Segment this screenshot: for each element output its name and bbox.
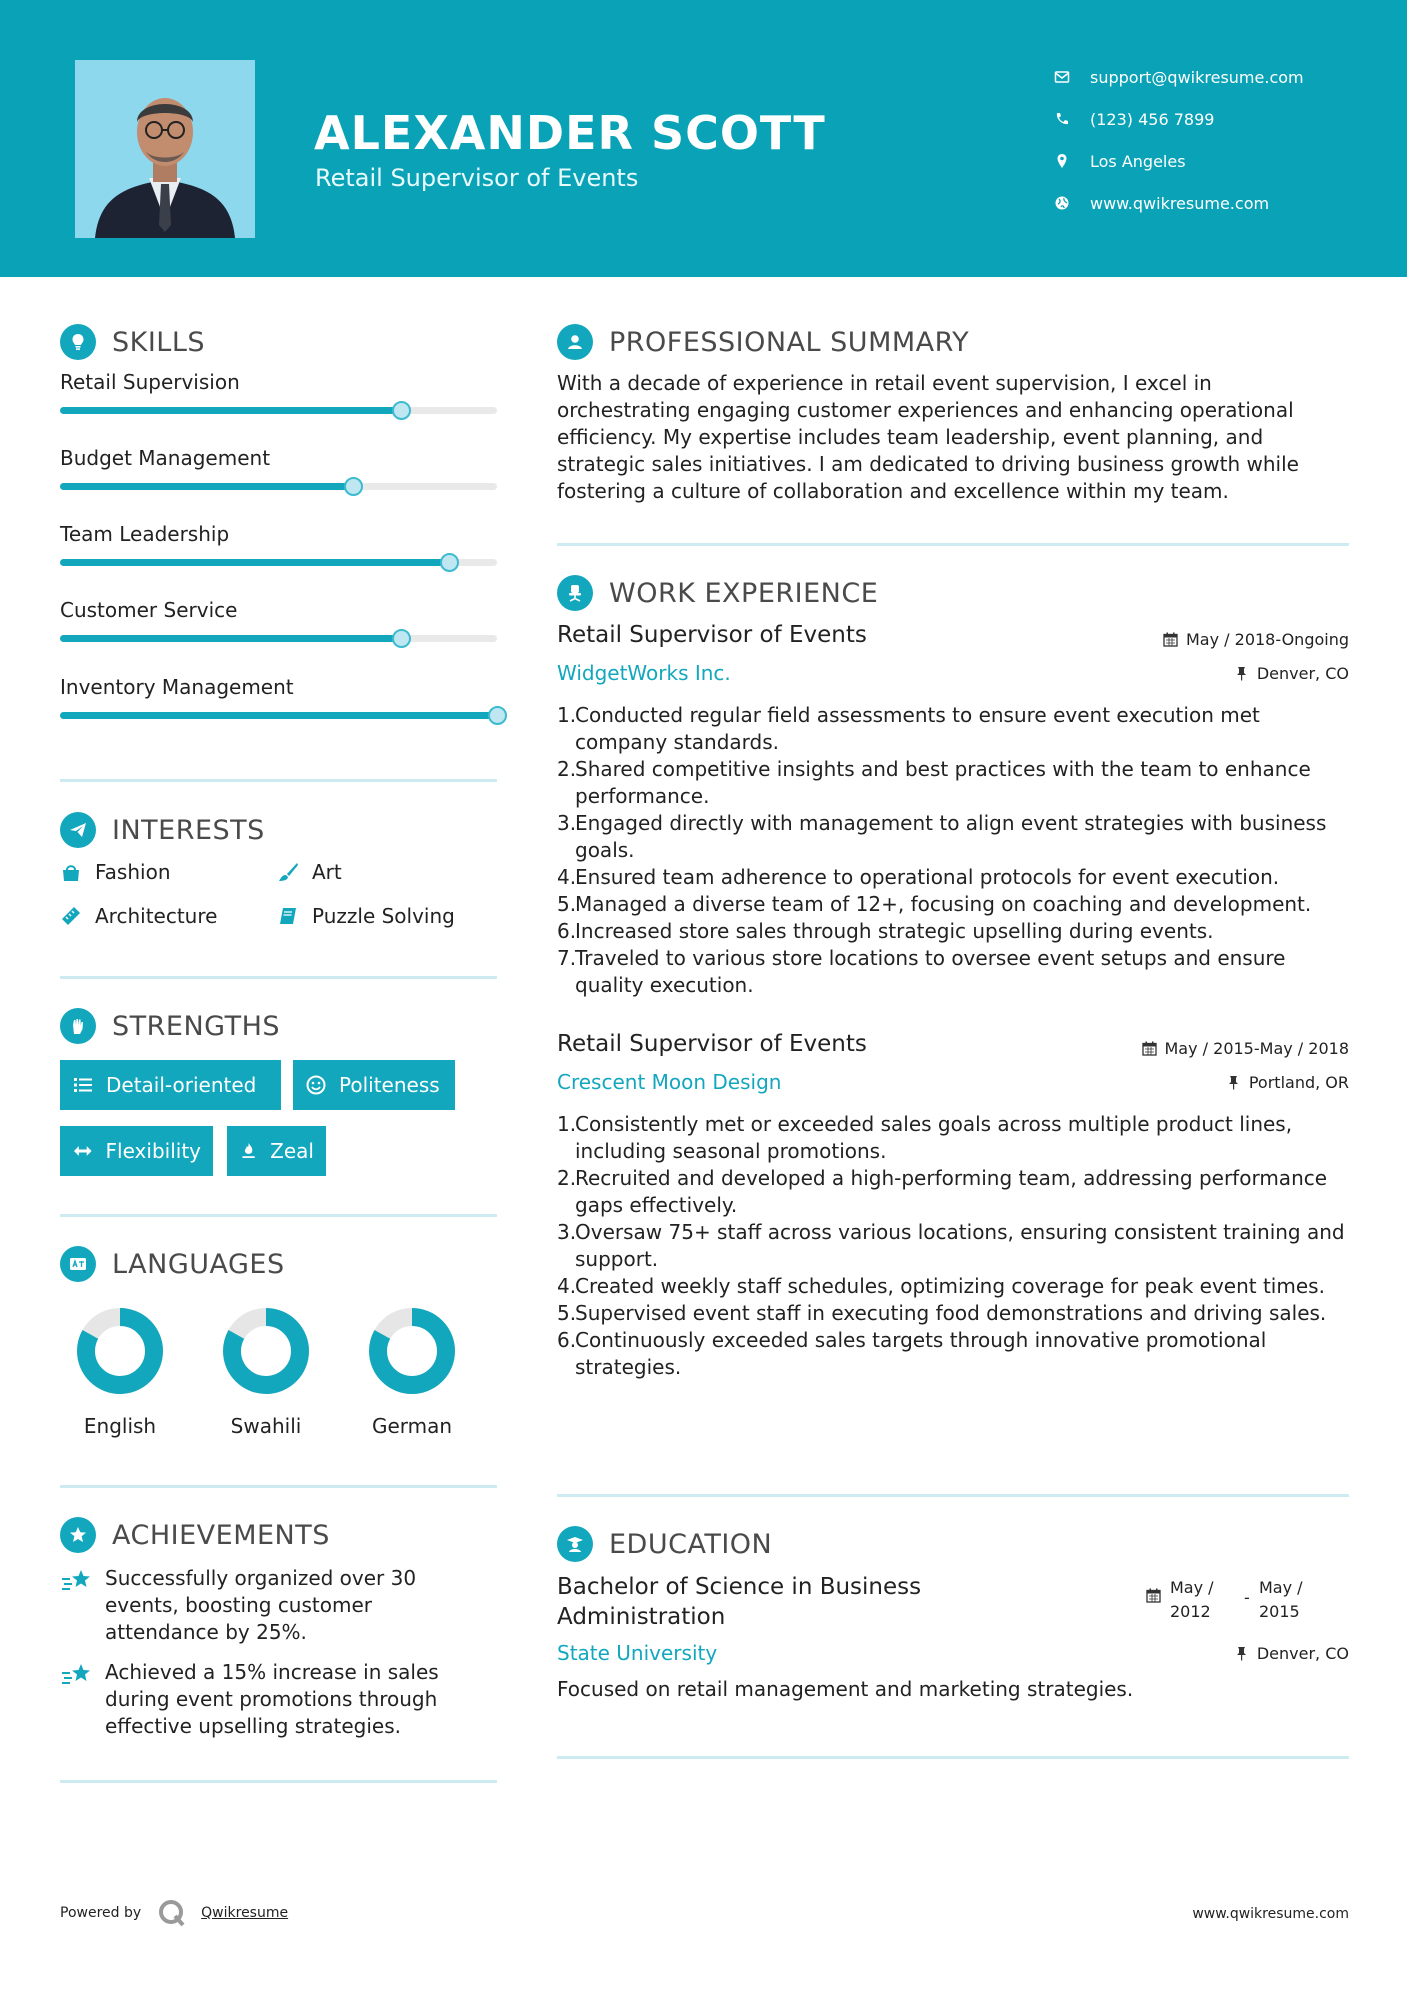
job-dates-text: May / 2015-May / 2018 [1164,1039,1349,1058]
bullet-number: 4. [557,1274,577,1298]
achievement-item [60,1565,497,1646]
divider [557,543,1349,546]
interest-label: Art [312,860,342,884]
strength-badge [227,1126,326,1176]
interest-label: Fashion [95,860,171,884]
achievement-item [60,1659,497,1740]
paintbrush-icon [277,861,312,883]
language-level-ring [367,1306,457,1396]
strengths-title: STRENGTHS [112,1010,281,1042]
job-bullet [557,702,1349,756]
strength-label: Zeal [270,1139,314,1163]
divider [60,779,497,782]
skill-label: Team Leadership [60,522,230,546]
job-bullet [557,945,1349,999]
bullet-number: 3. [557,811,577,835]
strength-badge [60,1126,213,1176]
pushpin-icon [1234,1646,1249,1661]
job-bullet [557,1111,1349,1165]
star-badge-icon [60,1517,96,1553]
skill-bar-fill [60,483,353,490]
job-dates-text: May / 2018-Ongoing [1186,630,1349,649]
calendar-icon [1163,632,1178,647]
job-dates [1142,1039,1350,1058]
skill-level-marker [392,629,411,648]
language-label: German [371,1414,453,1438]
footer-powered-by [60,1898,288,1928]
lightbulb-icon [60,324,96,360]
contact-list [1054,56,1304,224]
job-bullet [557,756,1349,810]
bullet-text: Ensured team adherence to operational protocols for event execution. [575,865,1280,889]
skill-level-marker [392,401,411,420]
strength-label: Politeness [339,1073,440,1097]
arrows-horizontal-icon [72,1140,94,1162]
strengths-heading [60,1008,280,1044]
job-bullet [557,891,1349,918]
contact-website[interactable] [1054,182,1304,224]
job-location [1226,1073,1349,1092]
bullet-text: Created weekly staff schedules, optimizing coverage for peak event times. [575,1274,1325,1298]
interest-item [277,904,455,928]
divider [60,976,497,979]
fire-icon [239,1140,258,1162]
bullet-text: Shared competitive insights and best practices with the team to enhance performance. [575,757,1311,808]
language-item [206,1306,326,1438]
education-description: Focused on retail management and marketing strategies. [557,1677,1134,1701]
experience-heading [557,575,878,611]
education-location [1234,1644,1349,1663]
job-title: Retail Supervisor of Events [557,622,867,648]
interest-label: Puzzle Solving [312,904,455,928]
skill-label: Budget Management [60,446,271,470]
pushpin-icon [1234,666,1249,681]
bullet-number: 2. [557,1166,577,1190]
job-location-text: Denver, CO [1256,664,1349,683]
user-icon [557,324,593,360]
candidate-title: Retail Supervisor of Events [315,164,639,192]
bullet-number: 6. [557,1328,577,1352]
language-item [352,1306,472,1438]
job-location-text: Portland, OR [1248,1073,1349,1092]
language-level-ring [221,1306,311,1396]
contact-email[interactable] [1054,56,1304,98]
ruler-icon [60,905,95,927]
skill-level-marker [344,477,363,496]
divider [60,1214,497,1217]
graduate-icon [557,1526,593,1562]
date-separator: - [1244,1588,1250,1607]
achievement-text: Successfully organized over 30 events, boosting customer attendance by 25%. [105,1566,417,1644]
skill-bar-fill [60,407,401,414]
bullet-number: 6. [557,919,577,943]
skill-level-marker [488,706,507,725]
contact-email-text: support@qwikresume.com [1090,67,1304,87]
job-title: Retail Supervisor of Events [557,1031,867,1057]
skill-item [60,522,497,582]
education-start: May / 2012 [1170,1578,1214,1621]
language-icon [60,1246,96,1282]
skill-label: Inventory Management [60,675,294,699]
hand-icon [60,1008,96,1044]
bullet-text: Continuously exceeded sales targets through innovative promotional strategies. [575,1328,1267,1379]
pushpin-icon [1226,1075,1241,1090]
contact-phone-text: (123) 456 7899 [1090,109,1215,129]
job-bullet [557,1165,1349,1219]
job-bullet [557,1219,1349,1273]
job-bullet [557,864,1349,891]
contact-location-text: Los Angeles [1090,151,1186,171]
education-title: EDUCATION [609,1528,773,1560]
bullet-text: Recruited and developed a high-performing team, addressing performance gaps effectively. [575,1166,1328,1217]
education-heading [557,1526,772,1562]
job-bullet [557,1300,1349,1327]
skill-item [60,675,497,735]
skill-bar [60,559,497,566]
achievements-heading [60,1517,330,1553]
skill-bar-fill [60,559,449,566]
calendar-icon [1142,1041,1157,1056]
skill-bar [60,712,497,719]
skills-title: SKILLS [112,326,206,358]
shopping-bag-icon [60,861,95,883]
degree: Bachelor of Science in Business Administration [557,1574,922,1630]
achievement-text: Achieved a 15% increase in sales during event promotions through effective upselling strategies. [105,1660,439,1738]
language-label: English [83,1414,157,1438]
candidate-name: ALEXANDER SCOTT [314,106,826,160]
job-bullets [557,1111,1349,1381]
skill-bar-fill [60,635,401,642]
experience-title: WORK EXPERIENCE [609,577,879,609]
bullet-number: 4. [557,865,577,889]
paper-plane-icon [60,812,96,848]
languages-title: LANGUAGES [112,1248,285,1280]
location-pin-icon [1054,153,1090,169]
bullet-text: Conducted regular field assessments to ensure event execution met company standards. [575,703,1260,754]
bullet-number: 7. [557,946,577,970]
bullet-number: 1. [557,703,577,727]
skills-heading [60,324,205,360]
skill-label: Retail Supervision [60,370,240,394]
job-dates [1163,630,1349,649]
job-bullets [557,702,1349,999]
job-location [1234,664,1349,683]
strength-badge [60,1060,281,1110]
bullet-number: 1. [557,1112,577,1136]
interest-item [277,860,342,884]
skill-level-marker [440,553,459,572]
office-chair-icon [557,575,593,611]
list-icon [72,1074,94,1096]
interest-label: Architecture [95,904,218,928]
contact-website-text: www.qwikresume.com [1090,193,1270,213]
education-dates [1146,1576,1349,1620]
bullet-text: Supervised event staff in executing food demonstrations and driving sales. [575,1301,1327,1325]
header [0,0,1407,277]
skill-item [60,598,497,658]
divider [60,1485,497,1488]
interest-item [60,860,171,884]
qwikresume-link[interactable]: Qwikresume [201,1905,289,1921]
skill-bar [60,635,497,642]
bullet-number: 5. [557,892,577,916]
profile-photo [75,60,255,238]
bullet-text: Managed a diverse team of 12+, focusing on coaching and development. [575,892,1312,916]
job-company: WidgetWorks Inc. [557,661,731,685]
divider [557,1494,1349,1497]
education-end: May / 2015 [1259,1578,1303,1621]
job-bullet [557,810,1349,864]
bullet-text: Increased store sales through strategic upselling during events. [575,919,1214,943]
job-bullet [557,1273,1349,1300]
bullet-text: Consistently met or exceeded sales goals across multiple product lines, including seasonal promotions. [575,1112,1293,1163]
strength-label: Detail-oriented [106,1073,257,1097]
language-label: Swahili [230,1414,302,1438]
contact-phone[interactable] [1054,98,1304,140]
languages-heading [60,1246,285,1282]
school: State University [557,1641,718,1665]
language-level-ring [75,1306,165,1396]
skill-bar [60,407,497,414]
contact-location [1054,140,1304,182]
summary-heading [557,324,969,360]
interests-heading [60,812,265,848]
job-bullet [557,1327,1349,1381]
skill-bar-fill [60,712,497,719]
book-icon [277,905,312,927]
interest-item [60,904,217,928]
achievements-title: ACHIEVEMENTS [112,1519,330,1551]
skill-item [60,446,497,506]
bullet-text: Traveled to various store locations to oversee event setups and ensure quality execution. [575,946,1286,997]
strength-badge [293,1060,455,1110]
job-company: Crescent Moon Design [557,1070,782,1094]
job-bullet [557,918,1349,945]
bullet-text: Engaged directly with management to align event strategies with business goals. [575,811,1327,862]
globe-icon [1054,195,1090,211]
bullet-number: 5. [557,1301,577,1325]
skill-bar [60,483,497,490]
footer-website[interactable]: www.qwikresume.com [1192,1906,1349,1922]
shooting-star-icon [60,1565,105,1646]
phone-icon [1054,111,1090,127]
strength-label: Flexibility [105,1139,201,1163]
shooting-star-icon [60,1659,105,1740]
education-location-text: Denver, CO [1256,1644,1349,1663]
bullet-number: 2. [557,757,577,781]
calendar-icon [1146,1588,1161,1603]
bullet-text: Oversaw 75+ staff across various locations, ensuring consistent training and support. [575,1220,1345,1271]
skill-item [60,370,497,430]
smile-icon [305,1074,327,1096]
language-item [60,1306,180,1438]
summary-text: With a decade of experience in retail event supervision, I excel in orchestrating engaging customer experiences and enhancing operational efficiency. My expertise includes team leadership, event planning, and strategic sales initiatives. I am dedicated to driving business growth while fostering a culture of collaboration and excellence within my team. [557,371,1299,503]
powered-by-label: Powered by [60,1905,142,1921]
divider [557,1756,1349,1759]
summary-title: PROFESSIONAL SUMMARY [609,326,970,358]
skill-label: Customer Service [60,598,238,622]
interests-title: INTERESTS [112,814,265,846]
bullet-number: 3. [557,1220,577,1244]
envelope-icon [1054,69,1090,85]
qwikresume-logo-icon [157,1898,187,1928]
divider [60,1780,497,1783]
